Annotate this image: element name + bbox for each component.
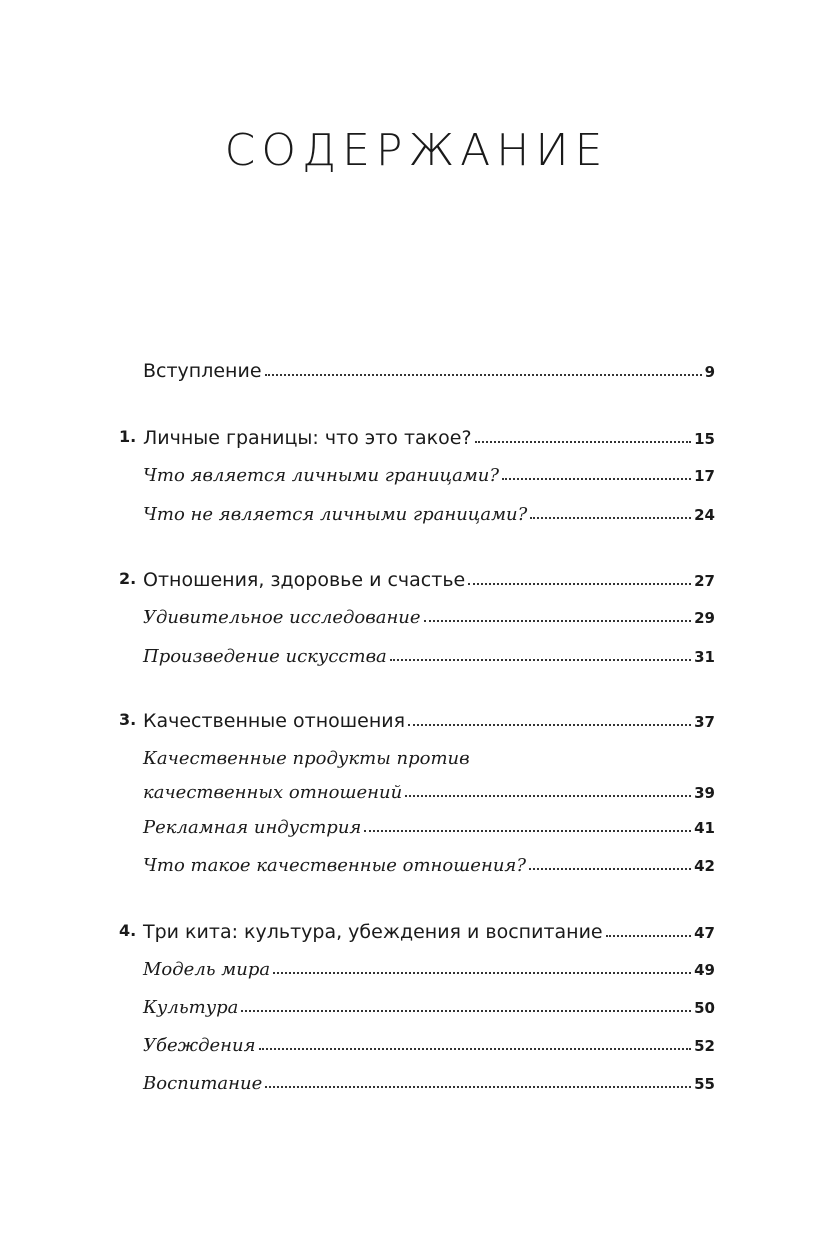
toc-section[interactable]: [143, 504, 715, 525]
toc-page-number: 24: [694, 506, 715, 524]
toc-entry-label: Вступление: [143, 360, 262, 382]
dot-leader: [259, 1047, 692, 1050]
toc-page-number: 27: [694, 572, 715, 590]
toc-entry-label: качественных отношений: [143, 782, 403, 803]
toc-section[interactable]: [143, 855, 715, 876]
chapter-number: 1.: [119, 427, 137, 446]
dot-leader: [273, 971, 691, 974]
dot-leader: [390, 658, 691, 661]
dot-leader: [502, 477, 691, 480]
toc-page-number: 31: [694, 648, 715, 666]
toc-section[interactable]: [143, 997, 715, 1018]
toc-chapter-4[interactable]: [119, 921, 715, 943]
toc-page-number: 41: [694, 819, 715, 837]
toc-page-number: 55: [694, 1075, 715, 1093]
toc-entry-label: Что не является личными границами?: [143, 504, 528, 525]
toc-section[interactable]: [143, 782, 715, 803]
toc-entry-intro[interactable]: [143, 360, 715, 382]
dot-leader: [265, 373, 702, 376]
toc-entry-label: Культура: [143, 997, 239, 1018]
dot-leader: [241, 1009, 691, 1012]
toc-entry-label: Качественные отношения: [143, 710, 406, 732]
dot-leader: [424, 619, 692, 622]
dot-leader: [265, 1085, 691, 1088]
toc-page-number: 9: [704, 363, 715, 381]
dot-leader: [405, 794, 691, 797]
toc-entry-label: Убеждения: [143, 1035, 256, 1056]
toc-section[interactable]: [143, 1035, 715, 1056]
page-title: СОДЕРЖАНИЕ: [224, 125, 609, 176]
toc-section[interactable]: [143, 465, 715, 486]
chapter-number: 3.: [119, 710, 137, 729]
chapter-number: 4.: [119, 921, 137, 940]
toc-page-number: 15: [694, 430, 715, 448]
dot-leader: [468, 582, 691, 585]
toc-section[interactable]: [143, 607, 715, 628]
toc-page-number: 52: [694, 1037, 715, 1055]
toc-entry-label: Личные границы: что это такое?: [143, 427, 472, 449]
toc-page-number: 42: [694, 857, 715, 875]
toc-entry-label: Произведение искусства: [143, 646, 387, 667]
toc-page-number: 17: [694, 467, 715, 485]
toc-page-number: 49: [694, 961, 715, 979]
dot-leader: [475, 440, 692, 443]
toc-chapter-3[interactable]: [119, 710, 715, 732]
toc-page-number: 50: [694, 999, 715, 1017]
toc-page-number: 37: [694, 713, 715, 731]
toc-entry-label: Отношения, здоровье и счастье: [143, 569, 466, 591]
toc-entry-label: Что такое качественные отношения?: [143, 855, 526, 876]
toc-entry-label: Что является личными границами?: [143, 465, 500, 486]
toc-page-number: 47: [694, 924, 715, 942]
toc-section[interactable]: [143, 959, 715, 980]
toc-section[interactable]: [143, 817, 715, 838]
chapter-number: 2.: [119, 569, 137, 588]
toc-entry-label: Три кита: культура, убеждения и воспитание: [143, 921, 603, 943]
dot-leader: [408, 723, 691, 726]
dot-leader: [364, 829, 691, 832]
toc-entry-label: Рекламная индустрия: [143, 817, 362, 838]
toc-chapter-2[interactable]: [119, 569, 715, 591]
toc-section-label-line1[interactable]: Качественные продукты против: [143, 748, 470, 769]
toc-section[interactable]: [143, 1073, 715, 1094]
toc-entry-label: Удивительное исследование: [143, 607, 421, 628]
toc-entry-label: Модель мира: [143, 959, 271, 980]
dot-leader: [606, 934, 692, 937]
toc-chapter-1[interactable]: [119, 427, 715, 449]
toc-section[interactable]: [143, 646, 715, 667]
toc-page-number: 29: [694, 609, 715, 627]
dot-leader: [529, 867, 691, 870]
dot-leader: [530, 516, 691, 519]
toc-page-number: 39: [694, 784, 715, 802]
toc-entry-label: Воспитание: [143, 1073, 263, 1094]
